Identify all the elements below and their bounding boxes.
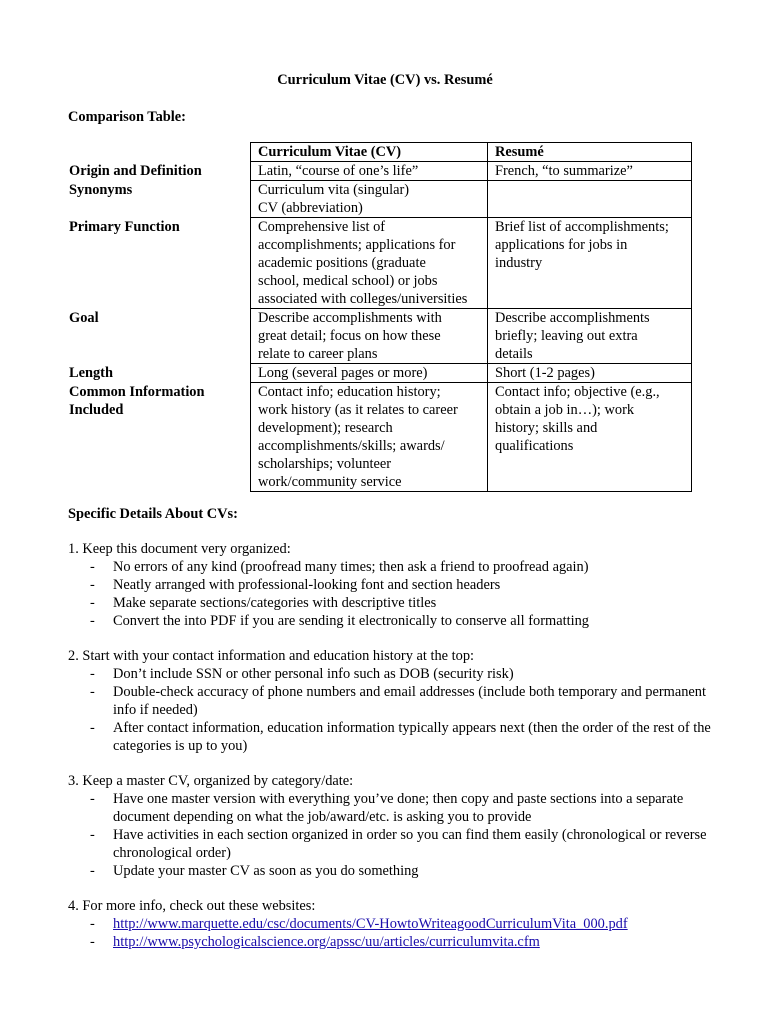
section-intro: 4. For more info, check out these websites: <box>68 898 316 914</box>
row-label: Length <box>69 364 113 381</box>
resume-cell: Contact info; objective (e.g., obtain a job in…); work history; skills and qualifications <box>488 383 692 492</box>
list-item: - Have one master version with everything you’ve done; then copy and paste sections into a separate document depending on what the job/award/etc. is asking you to provide <box>68 790 718 826</box>
row-label: Goal <box>69 309 99 326</box>
table-row <box>62 181 692 218</box>
section-contact-info <box>68 647 718 755</box>
list-item: - No errors of any kind (proofread many times; then ask a friend to proofread again) <box>68 558 718 576</box>
section-intro: 1. Keep this document very organized: <box>68 541 291 557</box>
cv-cell: Curriculum vita (singular) CV (abbreviation) <box>251 181 488 218</box>
table-row <box>62 364 692 383</box>
resume-cell: French, “to summarize” <box>488 162 692 181</box>
link-list <box>68 915 718 951</box>
table-header-row <box>62 143 692 162</box>
list-item: - Update your master CV as soon as you do something <box>68 862 718 880</box>
list-item: - Neatly arranged with professional-looking font and section headers <box>68 576 718 594</box>
section-organized <box>68 540 718 630</box>
section-master-cv <box>68 772 718 880</box>
cv-cell: Contact info; education history; work history (as it relates to career development); research accomplishments/skills; awards/ scholarships; volunteer work/community service <box>251 383 488 492</box>
cv-cell: Comprehensive list of accomplishments; applications for academic positions (graduate school, medical school) or jobs associated with colleges/universities <box>251 218 488 309</box>
section-intro: 3. Keep a master CV, organized by category/date: <box>68 773 354 789</box>
cv-cell: Latin, “course of one’s life” <box>251 162 488 181</box>
cv-cell: Describe accomplishments with great detail; focus on how these relate to career plans <box>251 309 488 364</box>
table-row <box>62 218 692 309</box>
table-row <box>62 309 692 364</box>
row-label: Primary Function <box>69 218 180 235</box>
table-row <box>62 383 692 492</box>
column-header-resume: Resumé <box>488 143 692 162</box>
table-row <box>62 162 692 181</box>
comparison-table <box>62 142 692 492</box>
marquette-cv-link[interactable]: http://www.marquette.edu/csc/documents/CV-HowtoWriteagoodCurriculumVita_000.pdf <box>113 916 628 932</box>
list-item <box>68 915 718 933</box>
resume-cell: Short (1-2 pages) <box>488 364 692 383</box>
list-item: - Double-check accuracy of phone numbers and email addresses (include both temporary and permanent info if needed) <box>68 683 718 719</box>
table-corner-cell <box>62 143 251 162</box>
psych-science-cv-link[interactable]: http://www.psychologicalscience.org/apssc/uu/articles/curriculumvita.cfm <box>113 934 540 950</box>
cv-cell: Long (several pages or more) <box>251 364 488 383</box>
resume-cell: Brief list of accomplishments; applications for jobs in industry <box>488 218 692 309</box>
bullet-list <box>68 790 718 880</box>
cv-details-heading: Specific Details About CVs: <box>68 506 238 522</box>
list-item: - Convert the into PDF if you are sending it electronically to conserve all formatting <box>68 612 718 630</box>
column-header-cv: Curriculum Vitae (CV) <box>251 143 488 162</box>
document-title: Curriculum Vitae (CV) vs. Resumé <box>277 72 493 88</box>
section-more-info <box>68 897 718 951</box>
resume-cell: Describe accomplishments briefly; leaving out extra details <box>488 309 692 364</box>
list-item: - Don’t include SSN or other personal info such as DOB (security risk) <box>68 665 718 683</box>
bullet-list <box>68 558 718 630</box>
bullet-list <box>68 665 718 755</box>
section-intro: 2. Start with your contact information and education history at the top: <box>68 648 475 664</box>
list-item: - After contact information, education information typically appears next (then the order of the rest of the categories is up to you) <box>68 719 718 755</box>
comparison-table-heading: Comparison Table: <box>68 109 186 125</box>
list-item: - Have activities in each section organized in order so you can find them easily (chronological or reverse chronological order) <box>68 826 718 862</box>
row-label: Origin and Definition <box>69 162 202 179</box>
list-item <box>68 933 718 951</box>
row-label: Synonyms <box>69 181 133 198</box>
list-item: - Make separate sections/categories with descriptive titles <box>68 594 718 612</box>
row-label: Common Information Included <box>69 383 205 418</box>
resume-cell <box>488 181 692 218</box>
